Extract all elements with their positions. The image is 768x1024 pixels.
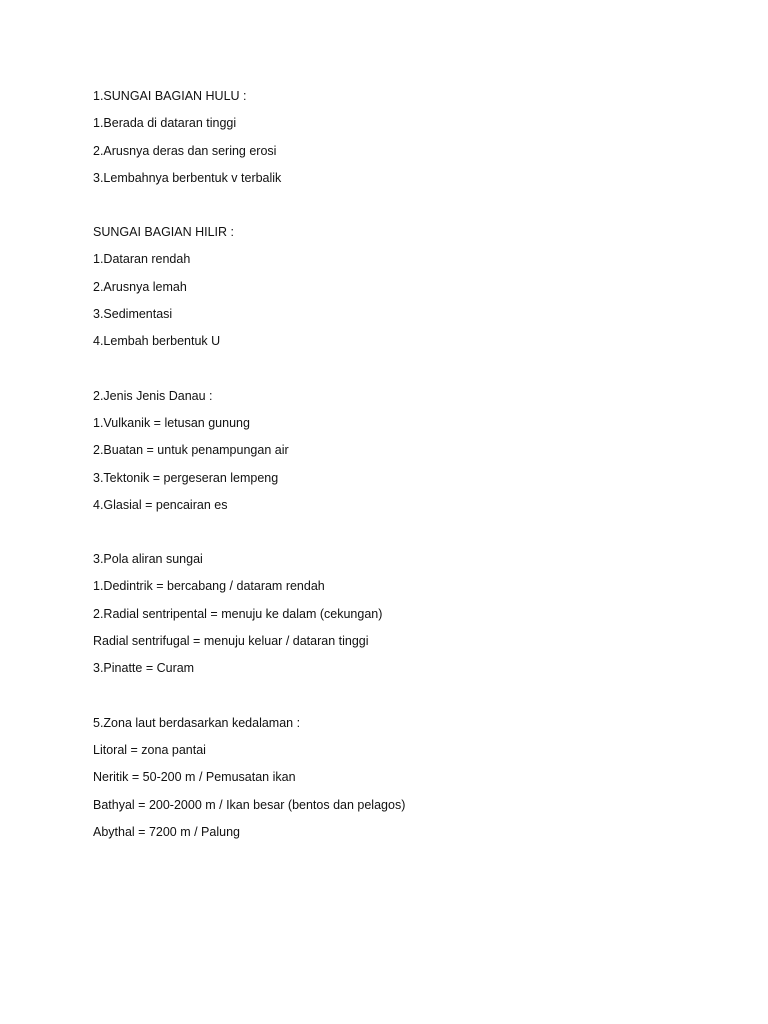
section-zona-laut <box>93 714 733 850</box>
list-item: Litoral = zona pantai <box>93 742 206 757</box>
list-item: 2.Radial sentripental = menuju ke dalam (cekungan) <box>93 606 383 621</box>
section-heading: SUNGAI BAGIAN HILIR : <box>93 225 235 240</box>
list-item: 3.Tektonik = pergeseran lempeng <box>93 470 279 485</box>
list-item: 2.Arusnya deras dan sering erosi <box>93 143 277 158</box>
list-item: 2.Arusnya lemah <box>93 279 187 294</box>
list-item: 4.Lembah berbentuk U <box>93 334 221 349</box>
list-item: 1.Dedintrik = bercabang / dataram rendah <box>93 579 325 594</box>
list-item: 2.Buatan = untuk penampungan air <box>93 443 289 458</box>
list-item: 3.Sedimentasi <box>93 307 173 322</box>
section-sungai-hulu <box>93 87 733 196</box>
list-item: Bathyal = 200-2000 m / Ikan besar (bentos dan pelagos) <box>93 797 406 812</box>
section-sungai-hilir <box>93 223 733 359</box>
list-item: 1.Vulkanik = letusan gunung <box>93 415 250 430</box>
section-heading: 3.Pola aliran sungai <box>93 552 203 567</box>
list-item: Neritik = 50-200 m / Pemusatan ikan <box>93 770 296 785</box>
list-item: 1.Berada di dataran tinggi <box>93 116 237 131</box>
list-item: 1.Dataran rendah <box>93 252 191 267</box>
list-item: 3.Pinatte = Curam <box>93 661 195 676</box>
list-item: Radial sentrifugal = menuju keluar / dataran tinggi <box>93 634 369 649</box>
section-heading: 2.Jenis Jenis Danau : <box>93 388 213 403</box>
document-body <box>93 87 733 850</box>
section-jenis-danau <box>93 387 733 523</box>
section-heading: 1.SUNGAI BAGIAN HULU : <box>93 89 247 103</box>
list-item: 4.Glasial = pencairan es <box>93 497 228 512</box>
section-pola-aliran <box>93 550 733 686</box>
list-item: 3.Lembahnya berbentuk v terbalik <box>93 170 282 185</box>
list-item: Abythal = 7200 m / Palung <box>93 824 240 839</box>
section-heading: 5.Zona laut berdasarkan kedalaman : <box>93 715 301 730</box>
